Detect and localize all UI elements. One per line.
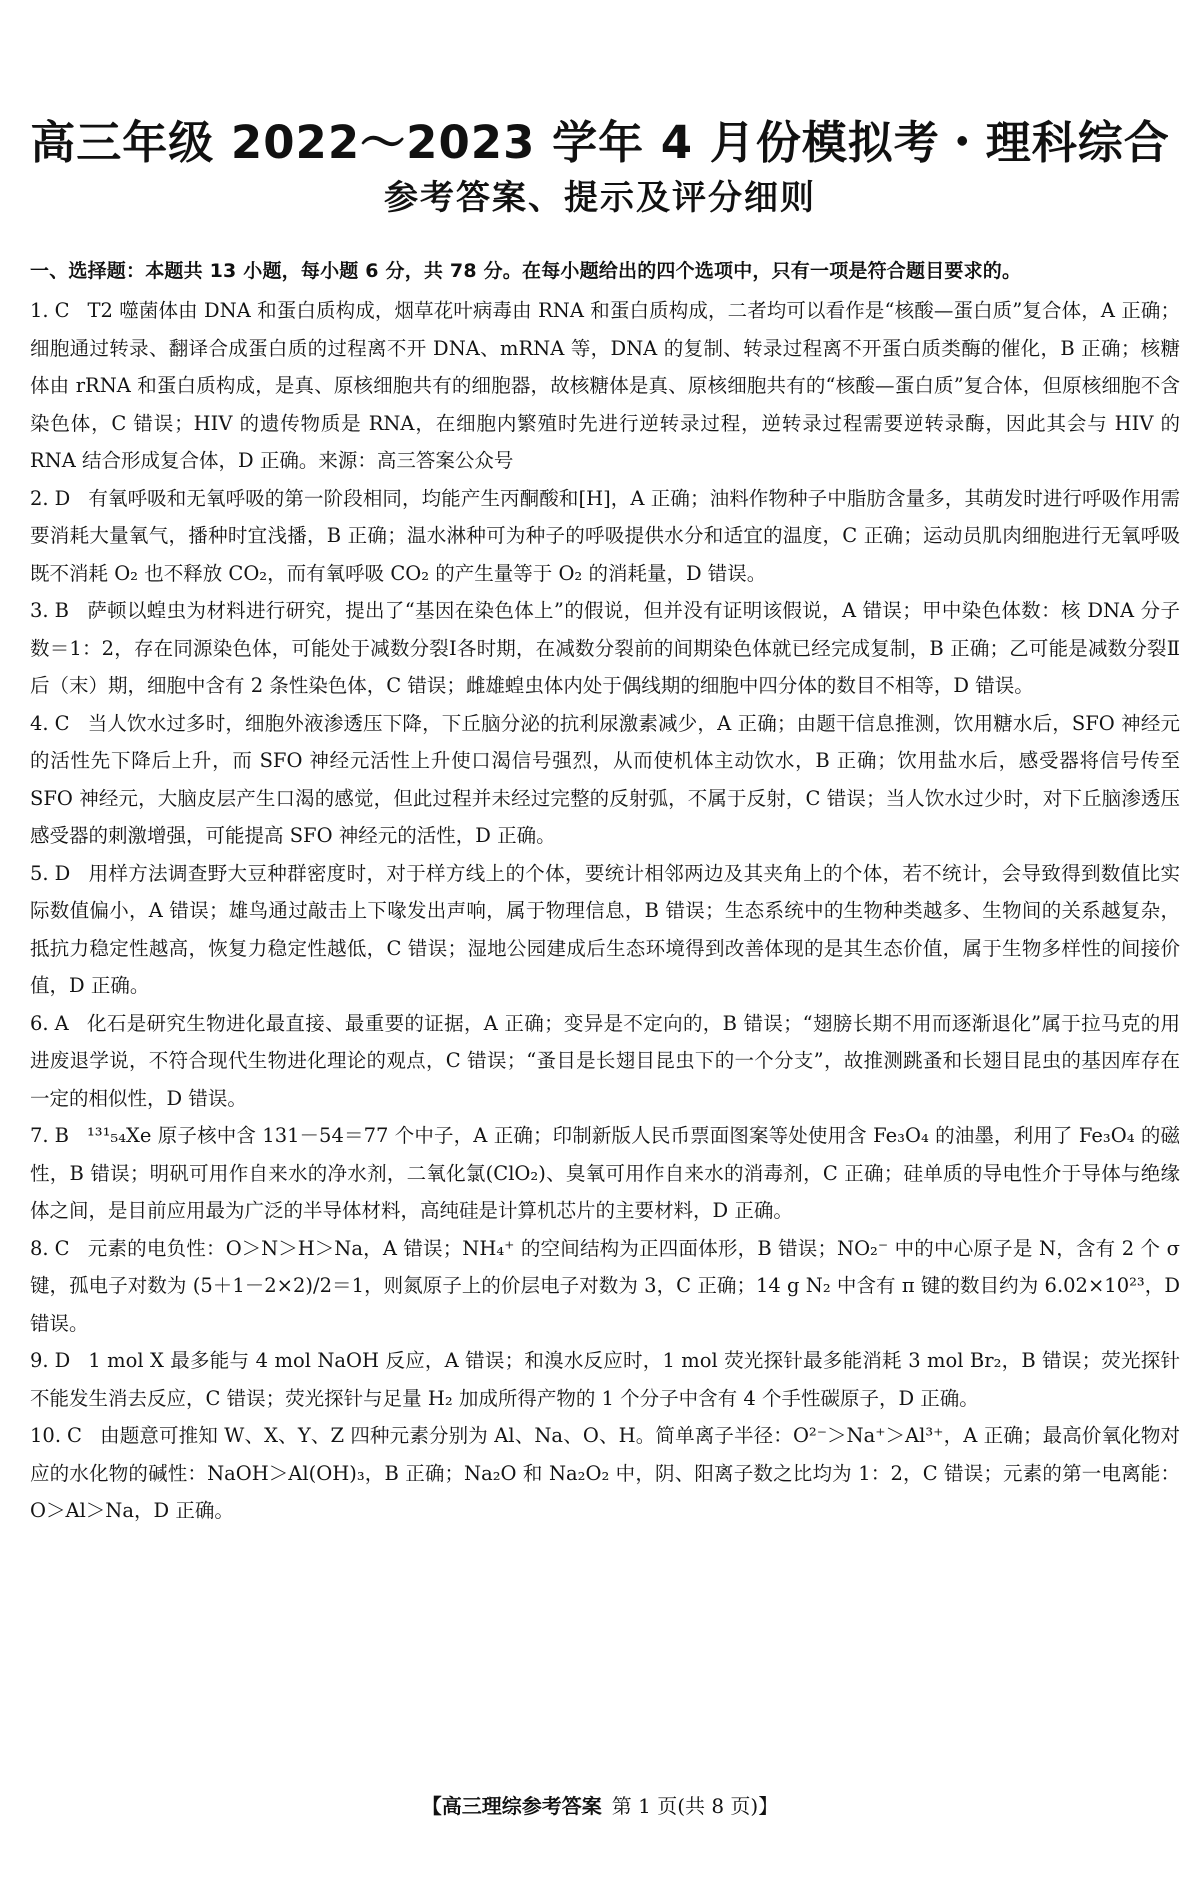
- answer-item-6: [30, 1005, 1180, 1118]
- answer-number: 6.: [30, 1011, 49, 1035]
- answer-item-5: [30, 855, 1180, 1005]
- answer-number: 5.: [30, 861, 49, 885]
- answer-key: C: [54, 1236, 70, 1260]
- answer-number: 3.: [30, 599, 49, 622]
- answer-explanation: 有氧呼吸和无氧呼吸的第一阶段相同，均能产生丙酮酸和[H]，A 正确；油料作物种子中脂肪含量多，其萌发时进行呼吸作用需要消耗大量氧气，播种时宜浅播，B 正确；温水淋种可为种子的呼吸提供水分和适宜的温度，C 正确；运动员肌肉细胞进行无氧呼吸既不消耗 O₂ 也不释放 CO₂，而有氧呼吸 CO₂ 的产生量等于 O₂ 的消耗量，D 错误。: [30, 486, 1180, 585]
- page-title: 高三年级 2022～2023 学年 4 月份模拟考・理科综合: [30, 116, 1170, 169]
- answer-explanation: 萨顿以蝗虫为材料进行研究，提出了“基因在染色体上”的假说，但并没有证明该假说，A 错误；甲中染色体数：核 DNA 分子数＝1：2，存在同源染色体，可能处于减数分裂Ⅰ各时期，在减数分裂前的间期染色体就已经完成复制，B 正确；乙可能是减数分裂Ⅱ后（末）期，细胞中含有 2 条性染色体，C 错误；雌雄蝗虫体内处于偶线期的细胞中四分体的数目不相等，D 错误。: [30, 599, 1180, 697]
- answer-explanation: 当人饮水过多时，细胞外液渗透压下降，下丘脑分泌的抗利尿激素减少，A 正确；由题干信息推测，饮用糖水后，SFO 神经元的活性先下降后上升，而 SFO 神经元活性上升使口渴信号强烈，从而使机体主动饮水，B 正确；饮用盐水后，感受器将信号传至 SFO 神经元，大脑皮层产生口渴的感觉，但此过程并未经过完整的反射弧，不属于反射，C 错误；当人饮水过少时，对下丘脑渗透压感受器的刺激增强，可能提高 SFO 神经元的活性，D 正确。: [30, 711, 1180, 847]
- answer-explanation: 由题意可推知 W、X、Y、Z 四种元素分别为 Al、Na、O、H。简单离子半径：O²⁻＞Na⁺＞Al³⁺，A 正确；最高价氧化物对应的水化物的碱性：NaOH＞Al(OH)₃，B 正确；Na₂O 和 Na₂O₂ 中，阴、阳离子数之比均为 1：2，C 错误；元素的第一电离能：O＞Al＞Na，D 正确。: [30, 1424, 1180, 1522]
- answer-key: D: [54, 861, 71, 885]
- answer-number: 2.: [30, 486, 49, 510]
- answer-item-2: [30, 480, 1180, 593]
- answer-explanation: T2 噬菌体由 DNA 和蛋白质构成，烟草花叶病毒由 RNA 和蛋白质构成，二者均可以看作是“核酸—蛋白质”复合体，A 正确；细胞通过转录、翻译合成蛋白质的过程离不开 DNA、mRNA 等，DNA 的复制、转录过程离不开蛋白质类酶的催化，B 正确；核糖体由 rRNA 和蛋白质构成，是真、原核细胞共有的细胞器，故核糖体是真、原核细胞共有的“核酸—蛋白质”复合体，但原核细胞不含染色体，C 错误；HIV 的遗传物质是 RNA，在细胞内繁殖时先进行逆转录过程，逆转录过程需要逆转录酶，因此其会与 HIV 的 RNA 结合形成复合体，D 正确。来源：高三答案公众号: [30, 299, 1180, 472]
- answer-key: D: [54, 1349, 71, 1372]
- answer-item-9: [30, 1342, 1180, 1417]
- answer-item-1: [30, 292, 1180, 480]
- answer-explanation: 1 mol X 最多能与 4 mol NaOH 反应，A 错误；和溴水反应时，1 mol 荧光探针最多能消耗 3 mol Br₂，B 错误；荧光探针不能发生消去反应，C 错误；荧光探针与足量 H₂ 加成所得产物的 1 个分子中含有 4 个手性碳原子，D 正确。: [30, 1349, 1180, 1410]
- answer-number: 4.: [30, 711, 49, 735]
- answer-explanation: 用样方法调查野大豆种群密度时，对于样方线上的个体，要统计相邻两边及其夹角上的个体，若不统计，会导致得到数值比实际数值偏小，A 错误；雄鸟通过敲击上下喙发出声响，属于物理信息，B 错误；生态系统中的生物种类越多、生物间的关系越复杂，抵抗力稳定性越高，恢复力稳定性越低，C 错误；湿地公园建成后生态环境得到改善体现的是其生态价值，属于生物多样性的间接价值，D 正确。: [30, 861, 1180, 997]
- answer-number: 8.: [30, 1236, 49, 1260]
- answer-number: 9.: [30, 1349, 49, 1372]
- answer-item-4: [30, 705, 1180, 855]
- footer-label: 【高三理综参考答案: [421, 1794, 602, 1818]
- answer-key: C: [54, 299, 70, 322]
- answer-item-3: [30, 592, 1180, 705]
- answer-key: D: [54, 486, 71, 510]
- page-number: 第 1 页(共 8 页)】: [611, 1794, 779, 1818]
- answer-number: 10.: [30, 1424, 62, 1447]
- answer-item-8: [30, 1230, 1180, 1343]
- answer-number: 7.: [30, 1124, 49, 1147]
- answer-key: B: [54, 1124, 69, 1147]
- answer-explanation: 元素的电负性：O＞N＞H＞Na，A 错误；NH₄⁺ 的空间结构为正四面体形，B 错误；NO₂⁻ 中的中心原子是 N，含有 2 个 σ 键，孤电子对数为 (5＋1－2×2)/2＝1，则氮原子上的价层电子对数为 3，C 正确；14 g N₂ 中含有 π 键的数目约为 6.02×10²³，D 错误。: [30, 1236, 1180, 1335]
- section-heading: 一、选择题：本题共 13 小题，每小题 6 分，共 78 分。在每小题给出的四个选项中，只有一项是符合题目要求的。: [30, 260, 1022, 282]
- answer-number: 1.: [30, 299, 49, 322]
- answer-key: C: [67, 1424, 82, 1447]
- answer-list: [30, 292, 1180, 1530]
- answer-key: B: [54, 599, 69, 622]
- answer-item-10: [30, 1417, 1180, 1530]
- page-subtitle: 参考答案、提示及评分细则: [384, 178, 816, 218]
- answer-explanation: ¹³¹₅₄Xe 原子核中含 131－54＝77 个中子，A 正确；印制新版人民币票面图案等处使用含 Fe₃O₄ 的油墨，利用了 Fe₃O₄ 的磁性，B 错误；明矾可用作自来水的净水剂，二氧化氯(ClO₂)、臭氧可用作自来水的消毒剂，C 正确；硅单质的导电性介于导体与绝缘体之间，是目前应用最为广泛的半导体材料，高纯硅是计算机芯片的主要材料，D 正确。: [30, 1124, 1180, 1222]
- answer-explanation: 化石是研究生物进化最直接、最重要的证据，A 正确；变异是不定向的，B 错误；“翅膀长期不用而逐渐退化”属于拉马克的用进废退学说，不符合现代生物进化理论的观点，C 错误；“蚤目是长翅目昆虫下的一个分支”，故推测跳蚤和长翅目昆虫的基因库存在一定的相似性，D 错误。: [30, 1011, 1180, 1110]
- answer-item-7: [30, 1117, 1180, 1230]
- answer-key: A: [54, 1011, 69, 1035]
- page-footer: [0, 1790, 1200, 1819]
- answer-key: C: [54, 711, 70, 735]
